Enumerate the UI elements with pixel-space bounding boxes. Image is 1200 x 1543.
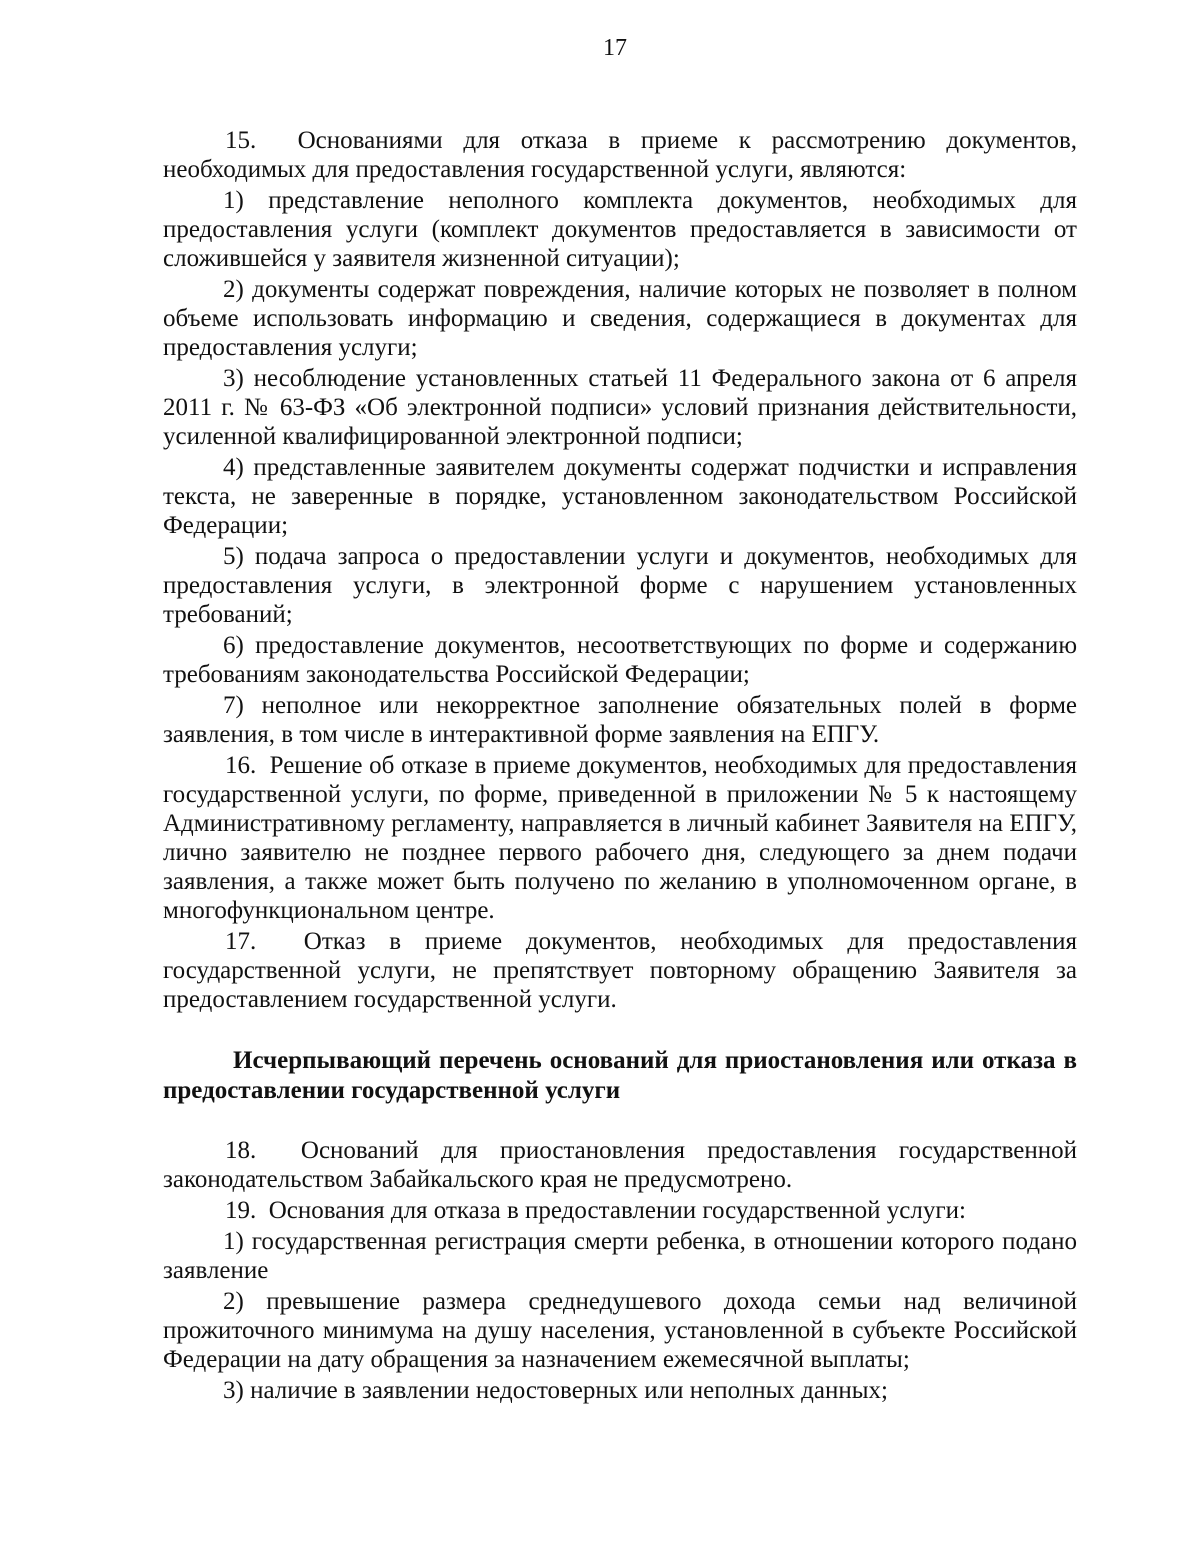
document-body [163,126,1077,1407]
list-item-15-4: 4) представленные заявителем документы содержат подчистки и исправления текста, не заверенные в порядке, установленном законодательством Российской Федерации; [163,454,1077,539]
list-item-15-2: 2) документы содержат повреждения, наличие которых не позволяет в полном объеме использовать информацию и сведения, содержащиеся в документах для предоставления услуги; [163,276,1077,361]
paragraph-18: 18. Оснований для приостановления предоставления государственной законодательством Забайкальского края не предусмотрено. [163,1137,1077,1193]
page-number: 17 [603,35,627,61]
list-item-19-1: 1) государственная регистрация смерти ребенка, в отношении которого подано заявление [163,1228,1077,1284]
list-item-15-5: 5) подача запроса о предоставлении услуги и документов, необходимых для предоставления услуги, в электронной форме с нарушением установленных требований; [163,543,1077,628]
list-item-19-3: 3) наличие в заявлении недостоверных или неполных данных; [223,1377,888,1404]
paragraph-19: 19. Основания для отказа в предоставлении государственной услуги: [225,1197,966,1224]
list-item-15-6: 6) предоставление документов, несоответствующих по форме и содержанию требованиям законодательства Российской Федерации; [163,632,1077,688]
list-item-15-1: 1) представление неполного комплекта документов, необходимых для предоставления услуги (комплект документов предоставляется в зависимости от сложившейся у заявителя жизненной ситуации); [163,187,1077,272]
list-item-15-3: 3) несоблюдение установленных статьей 11 Федерального закона от 6 апреля 2011 г. № 63-ФЗ «Об электронной подписи» условий признания действительности, усиленной квалифицированной электронной подписи; [163,365,1077,450]
paragraph-16: 16. Решение об отказе в приеме документов, необходимых для предоставления государственной услуги, по форме, приведенной в приложении № 5 к настоящему Административному регламенту, направляется в личный кабинет Заявителя на ЕПГУ, лично заявителю не позднее первого рабочего дня, следующего за днем подачи заявления, а также может быть получено по желанию в уполномоченном органе, в многофункциональном центре. [163,752,1077,924]
paragraph-15: 15. Основаниями для отказа в приеме к рассмотрению документов, необходимых для предоставления государственной услуги, являются: [163,127,1077,183]
list-item-19-2: 2) превышение размера среднедушевого дохода семьи над величиной прожиточного минимума на душу населения, установленной в субъекте Российской Федерации на дату обращения за назначением ежемесячной выплаты; [163,1288,1077,1373]
list-item-15-7: 7) неполное или некорректное заполнение обязательных полей в форме заявления, в том числе в интерактивной форме заявления на ЕПГУ. [163,692,1077,748]
paragraph-17: 17. Отказ в приеме документов, необходимых для предоставления государственной услуги, не препятствует повторному обращению Заявителя за предоставлением государственной услуги. [163,928,1077,1013]
section-heading: Исчерпывающий перечень оснований для приостановления или отказа в предоставлении государственной услуги [163,1047,1077,1104]
